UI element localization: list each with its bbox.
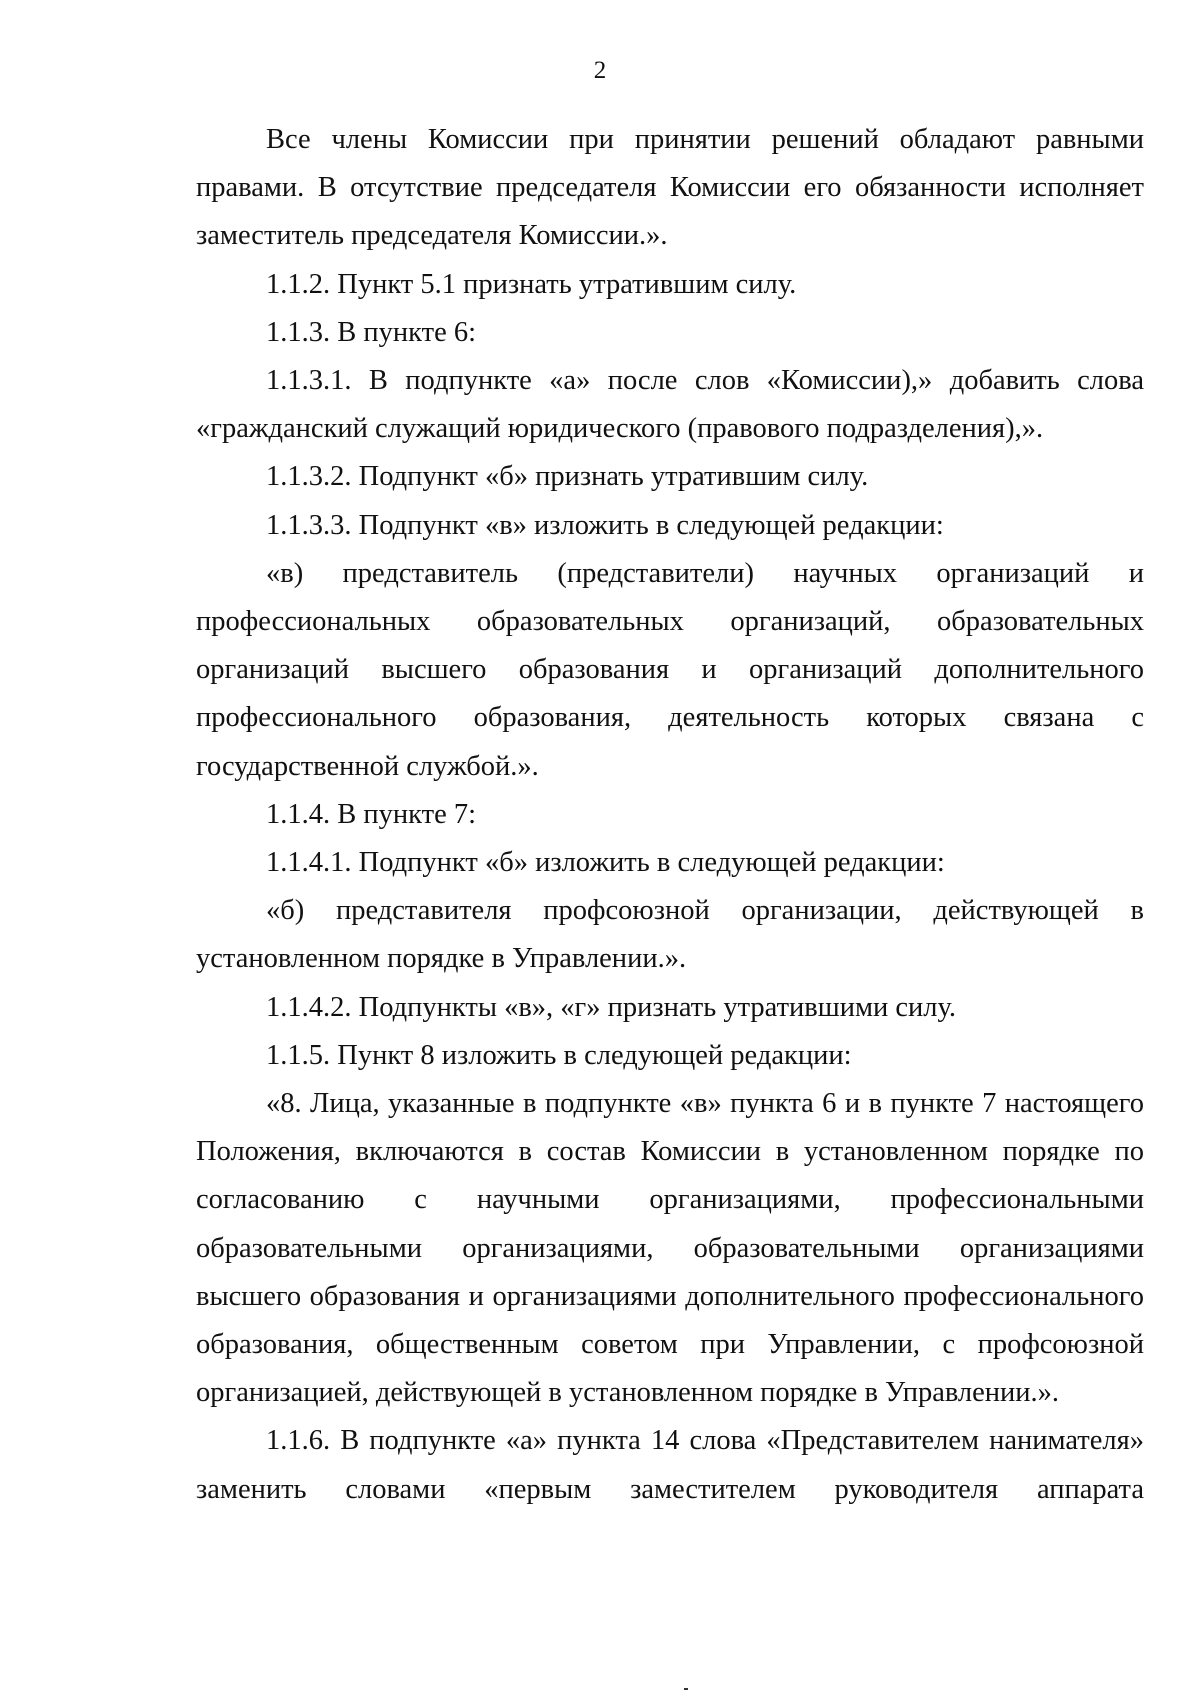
quoted-item-8: «8. Лица, указанные в подпункте «в» пункта 6 и в пункте 7 настоящего Положения, включаются в состав Комиссии в установленном порядке по согласованию с научными организациями, профессиональными образовательными организациями, образовательными организациями высшего образования и организациями дополнительного профессионального образования, общественным советом при Управлении, с профсоюзной организацией, действующей в установленном порядке в Управлении.». [196, 1088, 1144, 1409]
document-body [196, 112, 1144, 1514]
paragraph-1-1-3-1: 1.1.3.1. В подпункте «а» после слов «Комиссии),» добавить слова «гражданский служащий юридического (правового подразделения),». [196, 365, 1144, 445]
paragraph-1-1-4-2: 1.1.4.2. Подпункты «в», «г» признать утратившими силу. [266, 991, 956, 1023]
quoted-subitem-v: «в) представитель (представители) научных организаций и профессиональных образовательных организаций, образовательных организаций высшего образования и организаций дополнительного профессионального образования, деятельность которых связана с государственной службой.». [196, 557, 1144, 782]
paragraph-continuation: Все члены Комиссии при принятии решений обладают равными правами. В отсутствие председателя Комиссии его обязанности исполняет заместитель председателя Комиссии.». [196, 124, 1144, 252]
paragraph-1-1-5: 1.1.5. Пункт 8 изложить в следующей редакции: [266, 1039, 852, 1071]
paragraph-1-1-2: 1.1.2. Пункт 5.1 признать утратившим силу. [266, 268, 797, 300]
paragraph-1-1-4-1: 1.1.4.1. Подпункт «б» изложить в следующей редакции: [266, 847, 945, 879]
paragraph-1-1-3: 1.1.3. В пункте 6: [266, 316, 477, 348]
paragraph-1-1-3-3: 1.1.3.3. Подпункт «в» изложить в следующей редакции: [266, 509, 944, 541]
paragraph-1-1-4: 1.1.4. В пункте 7: [266, 798, 477, 830]
quoted-subitem-b: «б) представителя профсоюзной организации, действующей в установленном порядке в Управлении.». [196, 895, 1144, 975]
scan-speck [684, 1688, 688, 1690]
page-number: 2 [593, 57, 607, 84]
paragraph-1-1-3-2: 1.1.3.2. Подпункт «б» признать утратившим силу. [266, 461, 869, 493]
paragraph-1-1-6: 1.1.6. В подпункте «а» пункта 14 слова «Представителем нанимателя» заменить словами «первым заместителем руководителя аппарата [196, 1425, 1144, 1505]
